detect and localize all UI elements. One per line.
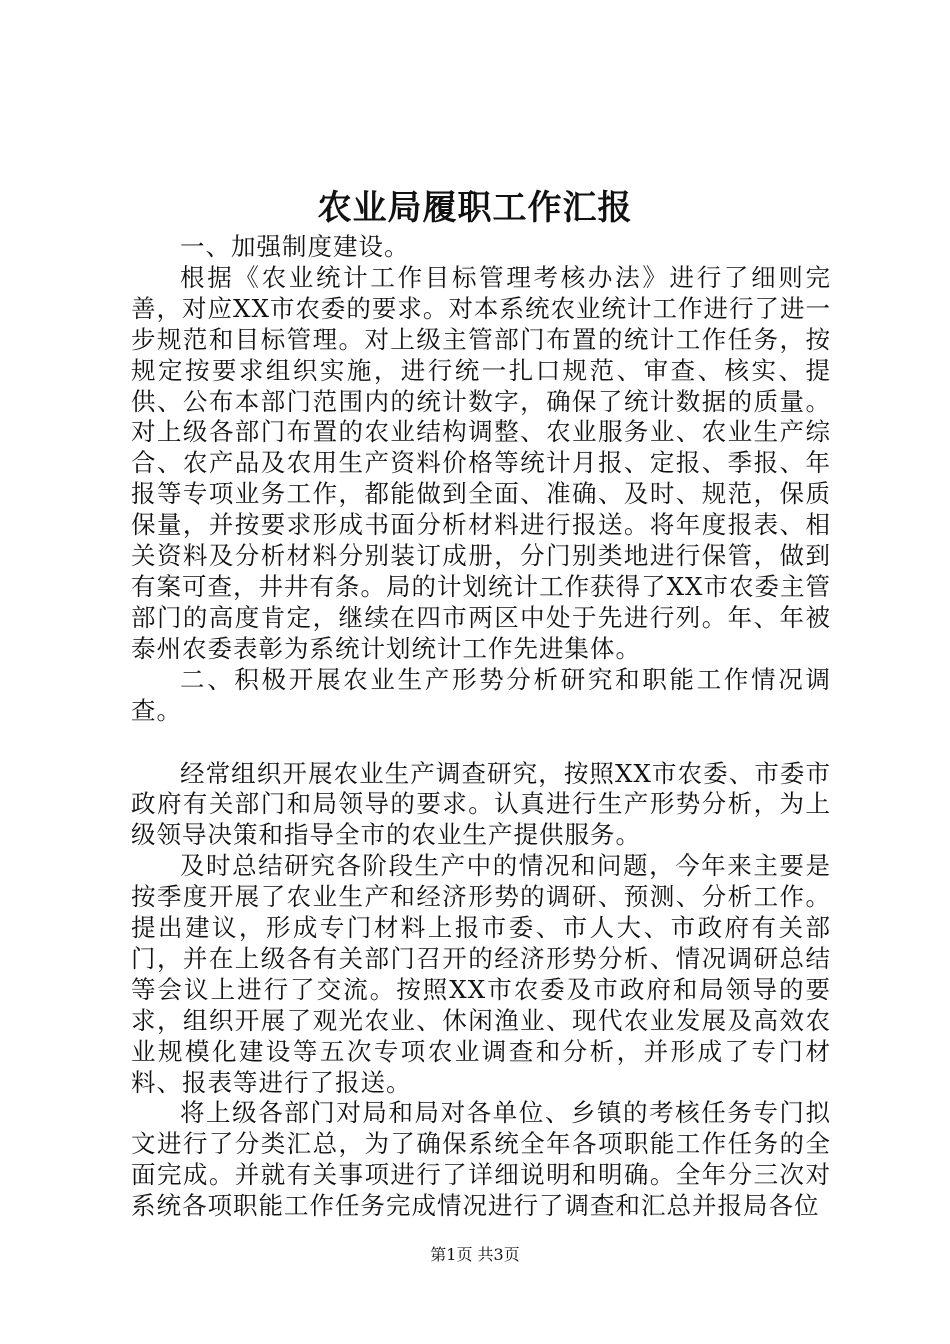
page-footer: 第1页 共3页 (430, 1245, 520, 1264)
document-title: 农业局履职工作汇报 (317, 188, 633, 228)
paragraph-1: 根据《农业统计工作目标管理考核办法》进行了细则完善，对应XX市农委的要求。对本系统农业统计工作进行了进一步规范和目标管理。对上级主管部门布置的统计工作任务，按规定按要求组织实施，进行统一扎口规范、审查、核实、提供、公布本部门范围内的统计数字，确保了统计数据的质量。对上级各部门布置的农业结构调整、农业服务业、农业生产综合、农产品及农用生产资料价格等统计月报、定报、季报、年报等专项业务工作，都能做到全面、准确、及时、规范，保质保量，并按要求形成书面分析材料进行报送。将年度报表、相关资料及分析材料分别装订成册，分门别类地进行保管，做到有案可查，井井有条。局的计划统计工作获得了XX市农委主管部门的高度肯定，继续在四市两区中处于先进行列。年、年被泰州农委表彰为系统计划统计工作先进集体。 (131, 262, 831, 663)
section-heading-2: 二、积极开展农业生产形势分析研究和职能工作情况调查。 (131, 664, 831, 725)
document-body (131, 232, 831, 1222)
section-heading-1: 一、加强制度建设。 (180, 232, 410, 261)
paragraph-3: 及时总结研究各阶段生产中的情况和问题，今年来主要是按季度开展了农业生产和经济形势的调研、预测、分析工作。提出建议，形成专门材料上报市委、市人大、市政府有关部门，并在上级各有关部门召开的经济形势分析、情况调研总结等会议上进行了交流。按照XX市农委及市政府和局领导的要求，组织开展了观光农业、休闲渔业、现代农业发展及高效农业规模化建设等五次专项农业调查和分析，并形成了专门材料、报表等进行了报送。 (131, 851, 831, 1097)
paragraph-2: 经常组织开展农业生产调查研究，按照XX市农委、市委市政府有关部门和局领导的要求。认真进行生产形势分析，为上级领导决策和指导全市的农业生产提供服务。 (131, 758, 831, 850)
paragraph-4: 将上级各部门对局和局对各单位、乡镇的考核任务专门拟文进行了分类汇总，为了确保系统全年各项职能工作任务的全面完成。并就有关事项进行了详细说明和明确。全年分三次对系统各项职能工作任务完成情况进行了调查和汇总并报局各位 (131, 1098, 831, 1221)
